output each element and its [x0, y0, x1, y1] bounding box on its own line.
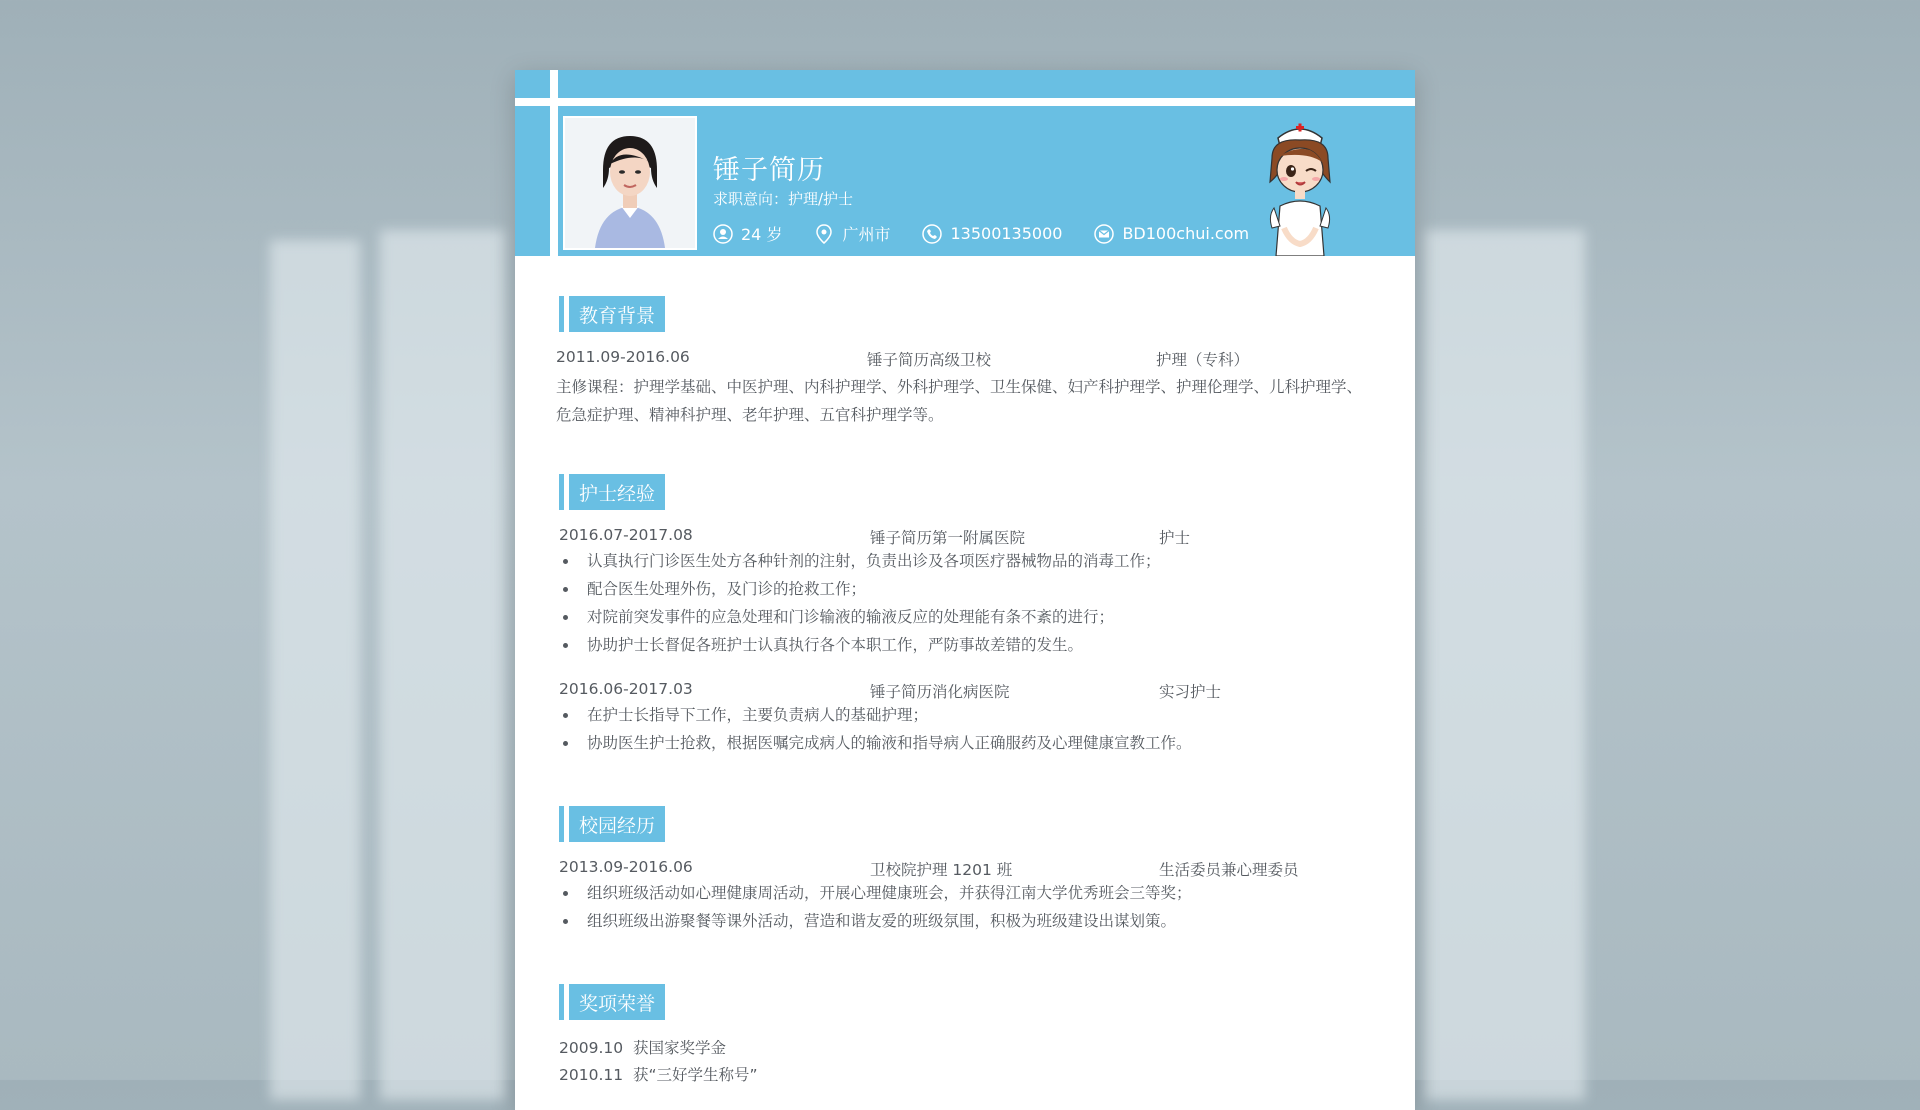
header-band-top: [515, 70, 1415, 98]
list-item: 协助护士长督促各班护士认真执行各个本职工作，严防事故差错的发生。: [559, 631, 1161, 659]
award-item: 2010.11 获“三好学生称号”: [559, 1066, 758, 1084]
city-info: [814, 222, 890, 245]
award-item: 2009.10 获国家奖学金: [559, 1039, 726, 1057]
email-value: BD100chui.com: [1122, 224, 1250, 243]
resume-name: 锤子简历: [713, 155, 825, 186]
background-light-panel-left-2: [380, 230, 505, 1100]
list-item: 在护士长指导下工作，主要负责病人的基础护理；: [559, 701, 1192, 729]
phone-info: [922, 224, 1062, 244]
background-light-panel-right-1: [1425, 230, 1585, 1100]
city-value: 广州市: [842, 225, 891, 244]
campus-org: 卫校院护理 1201 班: [870, 861, 1013, 879]
avatar: [565, 118, 695, 248]
job2-duties-list: [559, 701, 1192, 757]
section-campus-header: [559, 806, 665, 842]
header-vertical-stripe: [550, 70, 558, 260]
section-education-title: 教育背景: [569, 296, 665, 332]
background-light-panel-left-1: [270, 240, 360, 1100]
age-info: [713, 222, 782, 245]
campus-period: 2013.09-2016.06: [559, 858, 693, 876]
job2-period: 2016.06-2017.03: [559, 680, 693, 698]
job1-org: 锤子简历第一附属医院: [870, 529, 1026, 547]
job-intent: 求职意向：护理/护士: [713, 190, 854, 208]
phone-icon: [922, 224, 942, 244]
section-education-header: [559, 296, 665, 332]
list-item: 对院前突发事件的应急处理和门诊输液的输液反应的处理能有条不紊的进行；: [559, 603, 1161, 631]
header-divider-line: [515, 98, 1415, 106]
job2-role: 实习护士: [1159, 683, 1222, 701]
list-item: 协助医生护士抢救，根据医嘱完成病人的输液和指导病人正确服药及心理健康宣教工作。: [559, 729, 1192, 757]
section-awards-title: 奖项荣誉: [569, 984, 665, 1020]
list-item: 配合医生处理外伤，及门诊的抢救工作；: [559, 575, 1161, 603]
list-item: 组织班级活动如心理健康周活动，开展心理健康班会，并获得江南大学优秀班会三等奖；: [559, 879, 1192, 907]
location-pin-icon: [814, 224, 834, 244]
resume-page: [515, 70, 1415, 1110]
phone-value: 13500135000: [950, 224, 1063, 243]
list-item: 组织班级出游聚餐等课外活动，营造和谐友爱的班级氛围，积极为班级建设出谋划策。: [559, 907, 1192, 935]
profile-photo: [563, 116, 697, 250]
mail-icon: [1094, 224, 1114, 244]
education-major: 护理（专科）: [1156, 351, 1250, 369]
list-item: 认真执行门诊医生处方各种针剂的注射，负责出诊及各项医疗器械物品的消毒工作；: [559, 547, 1161, 575]
contact-info-row: [713, 222, 1281, 245]
email-info: [1094, 224, 1249, 244]
section-nursing-header: [559, 474, 665, 510]
education-period: 2011.09-2016.06: [556, 348, 690, 366]
user-icon: [713, 224, 733, 244]
job1-duties-list: [559, 547, 1161, 659]
education-courses-line2: 危急症护理、精神科护理、老年护理、五官科护理学等。: [556, 406, 944, 424]
age-value: 24 岁: [741, 225, 783, 244]
campus-role: 生活委员兼心理委员: [1159, 861, 1299, 879]
job1-role: 护士: [1159, 529, 1191, 547]
nurse-illustration: [1250, 116, 1350, 256]
job1-period: 2016.07-2017.08: [559, 526, 693, 544]
job2-org: 锤子简历消化病医院: [870, 683, 1010, 701]
section-awards-header: [559, 984, 665, 1020]
education-school: 锤子简历高级卫校: [867, 351, 992, 369]
section-nursing-title: 护士经验: [569, 474, 665, 510]
education-courses-line1: 主修课程：护理学基础、中医护理、内科护理学、外科护理学、卫生保健、妇产科护理学、护理伦理学、儿科护理学、: [556, 378, 1363, 396]
campus-activities-list: [559, 879, 1192, 935]
section-campus-title: 校园经历: [569, 806, 665, 842]
